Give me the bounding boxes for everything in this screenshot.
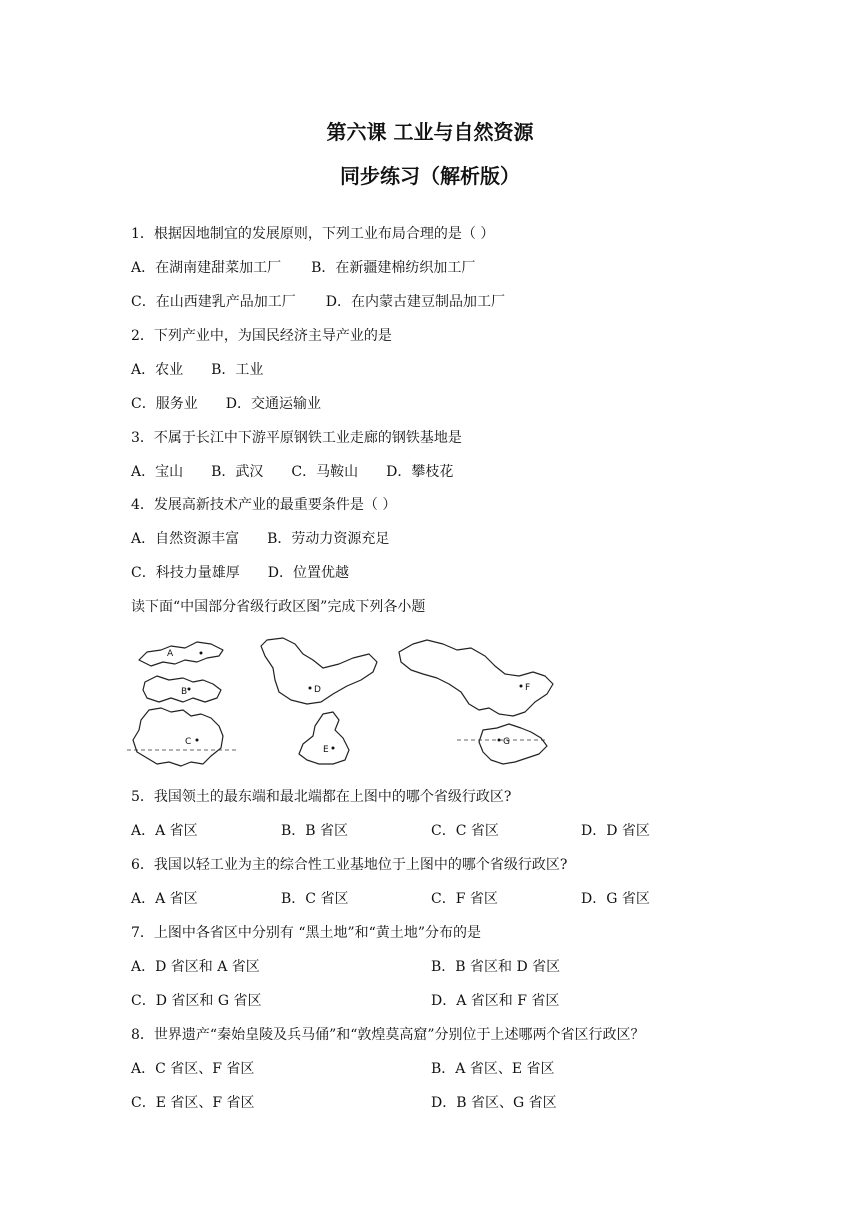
question-8-stem: 8．世界遗产“秦始皇陵及兵马俑”和“敦煌莫高窟”分别位于上述哪两个省区行政区？ (131, 1027, 645, 1043)
q8-option-c: C．E 省区、F 省区 (131, 1095, 255, 1111)
city-dot-c (196, 739, 199, 742)
q5-option-d: D．D 省区 (581, 823, 650, 839)
question-4-stem: 4．发展高新技术产业的最重要条件是（ ） (131, 497, 397, 513)
question-5-options (131, 821, 731, 841)
q7-option-a: A．D 省区和 A 省区 (131, 959, 260, 975)
province-f-outline (399, 640, 553, 716)
q7-option-c: C．D 省区和 G 省区 (131, 993, 262, 1009)
province-maps-figure (127, 632, 577, 770)
q6-option-b: B．C 省区 (281, 891, 349, 907)
question-2-options-row2 (131, 394, 349, 414)
q1-option-c: C．在山西建乳产品加工厂 (131, 294, 296, 310)
q3-option-c: C．马鞍山 (291, 464, 359, 480)
province-g-outline (479, 724, 547, 764)
q1-option-a: A．在湖南建甜菜加工厂 (131, 260, 282, 276)
q1-option-b: B．在新疆建棉纺织加工厂 (311, 260, 476, 276)
city-dot-a (200, 652, 203, 655)
question-3-stem: 3．不属于长江中下游平原钢铁工业走廊的钢铁基地是 (131, 430, 462, 446)
province-a-outline (139, 642, 223, 666)
q8-option-a: A．C 省区、F 省区 (131, 1061, 255, 1077)
question-7-options-row2 (131, 991, 731, 1011)
province-c-outline (133, 708, 223, 766)
city-dot-e (332, 747, 335, 750)
q3-option-b: B．武汉 (211, 464, 264, 480)
map-label-a: A (167, 649, 174, 659)
city-dot-g (498, 739, 501, 742)
q5-option-a: A．A 省区 (131, 823, 198, 839)
q8-option-d: D．B 省区、G 省区 (431, 1095, 557, 1111)
province-e-outline (299, 712, 349, 764)
question-8-options-row2 (131, 1093, 731, 1113)
q3-option-a: A．宝山 (131, 464, 184, 480)
map-label-f: F (525, 683, 531, 693)
q8-option-b: B．A 省区、E 省区 (431, 1061, 555, 1077)
map-label-b: B (181, 687, 188, 697)
q2-option-d: D．交通运输业 (225, 396, 321, 412)
q4-option-c: C．科技力量雄厚 (131, 565, 240, 581)
q2-option-a: A．农业 (131, 362, 184, 378)
question-6-options (131, 889, 731, 909)
question-3-options (131, 462, 481, 482)
question-6-stem: 6．我国以轻工业为主的综合性工业基地位于上图中的哪个省级行政区? (131, 857, 568, 873)
question-1-stem: 1．根据因地制宜的发展原则，下列工业布局合理的是（ ） (131, 226, 495, 242)
city-dot-b (188, 688, 191, 691)
q4-option-b: B．劳动力资源充足 (267, 531, 390, 547)
map-label-g: G (503, 737, 510, 747)
q7-option-d: D．A 省区和 F 省区 (431, 993, 560, 1009)
page-title: 第六课 工业与自然资源 (326, 120, 534, 144)
question-8-options-row1 (131, 1059, 731, 1079)
q5-option-c: C．C 省区 (431, 823, 499, 839)
q4-option-d: D．位置优越 (267, 565, 349, 581)
question-7-options-row1 (131, 957, 731, 977)
q6-option-c: C．F 省区 (431, 891, 498, 907)
q5-option-b: B．B 省区 (281, 823, 349, 839)
map-label-c: C (185, 737, 192, 747)
q2-option-c: C．服务业 (131, 396, 198, 412)
q6-option-a: A．A 省区 (131, 891, 198, 907)
q1-option-d: D．在内蒙古建豆制品加工厂 (325, 294, 505, 310)
city-dot-f (520, 685, 523, 688)
question-1-options-row1 (131, 258, 475, 278)
map-intro-text: 读下面“中国部分省级行政区图”完成下列各小题 (131, 599, 426, 615)
question-4-options-row1 (131, 529, 417, 549)
page-subtitle: 同步练习（解析版） (340, 164, 520, 188)
q2-option-b: B．工业 (211, 362, 264, 378)
map-label-d: D (314, 685, 321, 695)
q3-option-d: D．攀枝花 (386, 464, 454, 480)
map-label-e: E (323, 745, 329, 755)
q7-option-b: B．B 省区和 D 省区 (431, 959, 561, 975)
question-7-stem: 7．上图中各省区中分别有 “黑土地”和“黄土地”分布的是 (131, 925, 481, 941)
question-5-stem: 5．我国领土的最东端和最北端都在上图中的哪个省级行政区? (131, 789, 512, 805)
question-1-options-row2 (131, 292, 505, 312)
q6-option-d: D．G 省区 (581, 891, 650, 907)
question-2-options-row1 (131, 360, 291, 380)
question-4-options-row2 (131, 563, 377, 583)
question-2-stem: 2．下列产业中，为国民经济主导产业的是 (131, 328, 392, 344)
city-dot-d (309, 687, 312, 690)
q4-option-a: A．自然资源丰富 (131, 531, 240, 547)
